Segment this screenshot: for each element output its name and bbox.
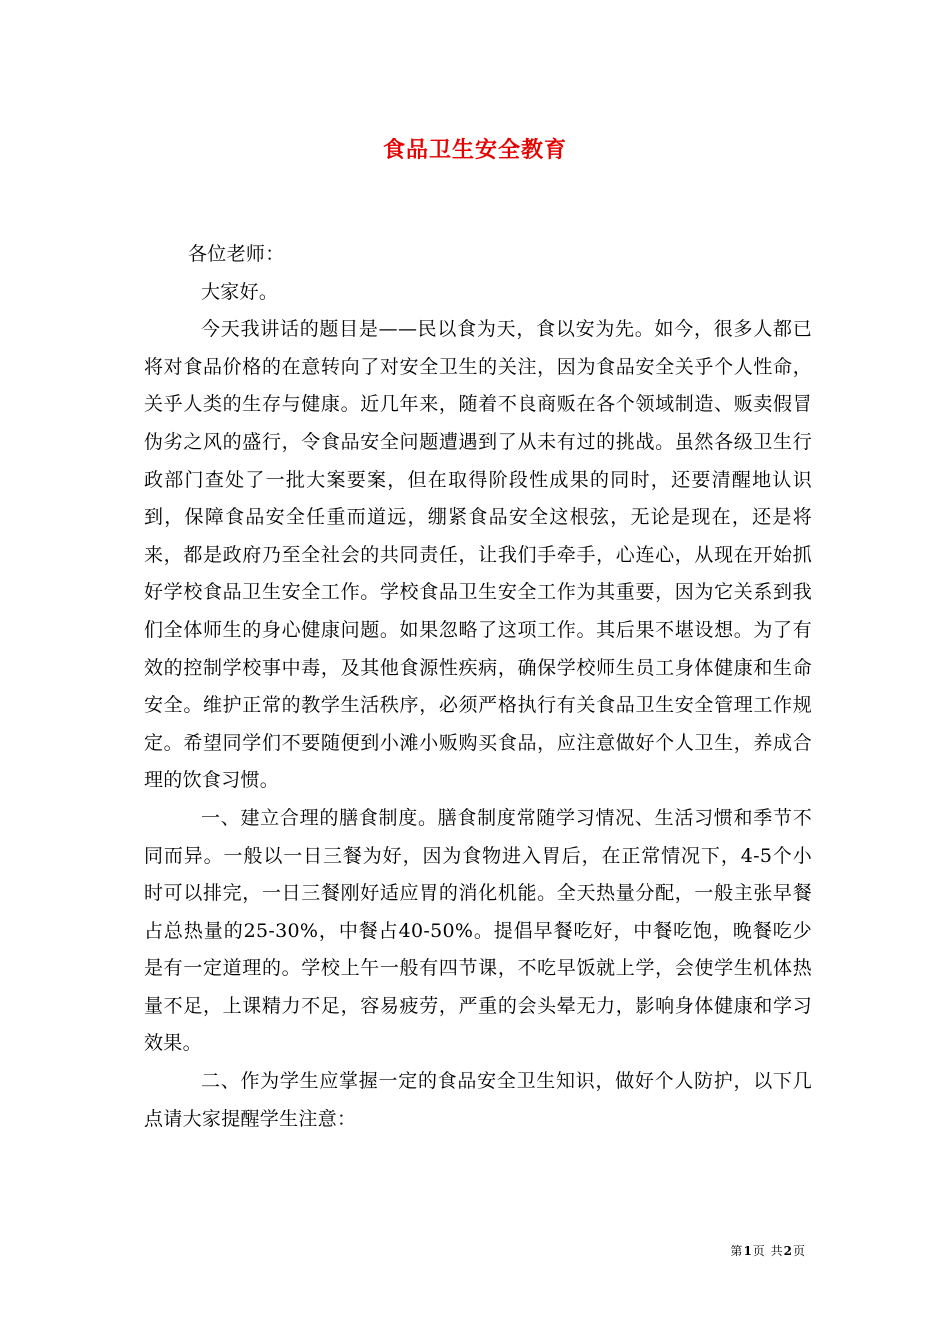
paragraph-section-2: 二、作为学生应掌握一定的食品安全卫生知识，做好个人防护，以下几点请大家提醒学生注意： — [144, 1070, 812, 1130]
footer-current-page: 1 — [743, 1244, 753, 1258]
footer-suffix: 页 — [792, 1244, 806, 1258]
footer-total-pages: 2 — [783, 1244, 793, 1258]
page-footer — [730, 1243, 806, 1259]
footer-prefix: 第 — [730, 1244, 744, 1258]
paragraph-intro: 今天我讲话的题目是——民以食为天，食以安为先。如今，很多人都已将对食品价格的在意转向了对安全卫生的关注，因为食品安全关乎个人性命，关乎人类的生存与健康。近几年来，随着不良商贩在各个领域制造、贩卖假冒伪劣之风的盛行，令食品安全问题遭遇到了从未有过的挑战。虽然各级卫生行政部门查处了一批大案要案，但在取得阶段性成果的同时，还要清醒地认识到，保障食品安全任重而道远，绷紧食品安全这根弦，无论是现在，还是将来，都是政府乃至全社会的共同责任，让我们手牵手，心连心，从现在开始抓好学校食品卫生安全工作。学校食品卫生安全工作为其重要，因为它关系到我们全体师生的身心健康问题。如果忽略了这项工作。其后果不堪设想。为了有效的控制学校事中毒，及其他食源性疾病，确保学校师生员工身体健康和生命安全。维护正常的教学生活秩序，必须严格执行有关食品卫生安全管理工作规定。希望同学们不要随便到小滩小贩购买食品，应注意做好个人卫生，养成合理的饮食习惯。 — [144, 318, 812, 792]
document-title: 食品卫生安全教育 — [382, 137, 567, 163]
document-body — [144, 236, 812, 1138]
footer-middle: 页 共 — [752, 1244, 784, 1258]
greeting: 大家好。 — [201, 280, 279, 303]
salutation: 各位老师： — [188, 243, 285, 265]
paragraph-section-1: 一、建立合理的膳食制度。膳食制度常随学习情况、生活习惯和季节不同而异。一般以一日三餐为好，因为食物进入胃后，在正常情况下，4-5个小时可以排完，一日三餐刚好适应胃的消化机能。全天热量分配，一般主张早餐占总热量的25-30%，中餐占40-50%。提倡早餐吃好，中餐吃饱，晚餐吃少是有一定道理的。学校上午一般有四节课，不吃早饭就上学，会使学生机体热量不足，上课精力不足，容易疲劳，严重的会头晕无力，影响身体健康和学习效果。 — [144, 806, 812, 1055]
